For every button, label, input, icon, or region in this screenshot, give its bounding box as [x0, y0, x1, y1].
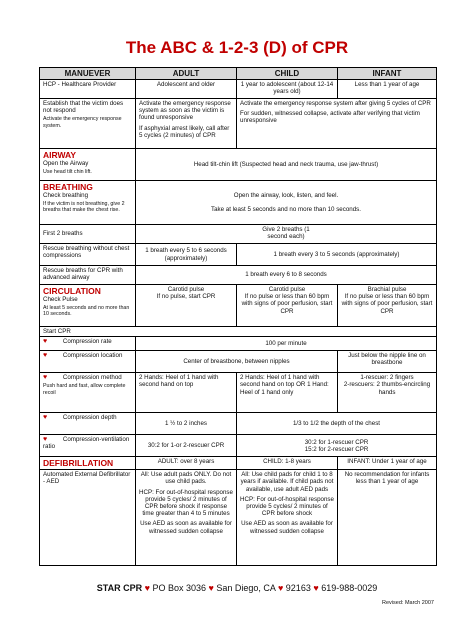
row-rescue-adv — [40, 266, 437, 285]
heart-icon: ♥ — [313, 583, 319, 593]
heart-icon: ♥ — [43, 374, 48, 382]
footer-phone: 619-988-0029 — [321, 583, 378, 593]
defib-child3: Use AED as soon as available for witnessed sudden collapse — [241, 520, 333, 535]
circulation-infant2: If no pulse or less than 60 bpm with signs of poor perfusion, start CPR — [341, 293, 433, 315]
row-defib-head — [40, 457, 437, 470]
comp-method-infant: 1-rescuer: 2 fingers — [360, 374, 414, 382]
unresponsive-child2: For sudden, witnessed collapse, activate after verifying that victim unresponsive — [240, 110, 420, 125]
rescue-adv-all: 1 breath every 6 to 8 seconds — [136, 266, 437, 285]
circulation-adult: Carotid pulse — [167, 286, 205, 293]
comp-method-adult: 2 Hands: Heel of 1 hand with second hand on top — [136, 373, 237, 413]
start-cpr-label: Start CPR — [40, 327, 437, 337]
cpr-table — [39, 67, 437, 566]
defib-child2: HCP: For out-of-hospital response provide 5 cycles/ 2 minutes of CPR before shock — [240, 495, 334, 518]
hcp-infant: Less than 1 year of age — [338, 80, 437, 99]
row-rescue-no-comp — [40, 244, 437, 266]
circulation-child: Carotid pulse — [268, 286, 306, 293]
row-comp-rate — [40, 337, 437, 351]
hcp-label: HCP - Healthcare Provider — [40, 80, 136, 99]
heart-icon: ♥ — [208, 583, 214, 593]
comp-depth-child-infant: 1/3 to 1/2 the depth of the chest — [237, 413, 437, 435]
comp-location-label: Compression location — [62, 352, 123, 360]
defib-adult-head: ADULT: over 8 years — [136, 457, 237, 470]
defib-child: All: Use child pads for child 1 to 8 years if available. If child pads not available, use adult AED pads — [240, 471, 334, 493]
breathing-heading: BREATHING — [43, 182, 93, 192]
circulation-label: Check Pulse — [43, 296, 78, 303]
defib-adult: All: Use adult pads ONLY. Do not use child pads. — [140, 471, 232, 486]
row-first-breaths — [40, 225, 437, 244]
defib-infant: No recommendation for infants less than 1 year of age — [338, 470, 437, 566]
comp-method-infant2: 2-rescuers: 2 thumbs-encircling hands — [343, 381, 431, 396]
circulation-sub: At least 5 seconds and no more than 10 seconds. — [43, 305, 130, 318]
footer-addr1: PO Box 3036 — [152, 583, 206, 593]
hcp-adult: Adolescent and older — [136, 80, 237, 99]
row-comp-depth — [40, 413, 437, 435]
rescue-no-comp-child-infant: 1 breath every 3 to 5 seconds (approximately) — [237, 244, 437, 266]
comp-rate-label: Compression rate — [62, 338, 112, 346]
hcp-child: 1 year to adolescent (about 12-14 years old) — [237, 80, 338, 99]
row-circulation — [40, 285, 437, 327]
defib-label: Automated External Defibrillator - AED — [40, 470, 136, 566]
row-comp-ratio — [40, 435, 437, 457]
circulation-heading: CIRCULATION — [43, 286, 101, 296]
defib-infant-head: INFANT: Under 1 year of age — [338, 457, 437, 470]
heart-icon: ♥ — [43, 352, 48, 360]
header-maneuver: MANUEVER — [40, 68, 136, 80]
breathing-all2: Take at least 5 seconds and no more than 10 seconds. — [211, 205, 361, 213]
footer-addr3: 92163 — [285, 583, 311, 593]
footer-brand: STAR CPR — [96, 583, 143, 593]
comp-location-adult-child: Center of breastbone, between nipples — [136, 351, 338, 373]
row-defib — [40, 470, 437, 566]
circulation-infant: Brachial pulse — [367, 286, 407, 293]
comp-method-label: Compression method — [62, 374, 122, 382]
airway-heading: AIRWAY — [43, 150, 77, 160]
row-hcp — [40, 80, 437, 99]
circulation-child2: If no pulse or less than 60 bpm with signs of poor perfusion, start CPR — [241, 293, 333, 315]
defib-adult3: Use AED as soon as available for witnessed sudden collapse — [140, 520, 232, 535]
row-breathing — [40, 181, 437, 225]
revised-date: Revised: March 2007 — [382, 600, 434, 606]
footer — [0, 583, 474, 593]
comp-ratio-child-infant2: 15:2 for 2-rescuer CPR — [304, 445, 369, 453]
rescue-no-comp-label: Rescue breathing without chest compressions — [40, 244, 136, 266]
header-adult: ADULT — [136, 68, 237, 80]
comp-rate-all: 100 per minute — [136, 337, 437, 351]
rescue-adv-label: Rescue breaths for CPR with advanced airway — [40, 266, 136, 285]
header-child: CHILD — [237, 68, 338, 80]
comp-ratio-label: Compression-ventilation ratio — [43, 436, 130, 451]
comp-method-sub: Push hard and fast, allow complete recoil — [43, 383, 126, 396]
heart-icon: ♥ — [144, 583, 150, 593]
comp-location-infant: Just below the nipple line on breastbone — [338, 351, 437, 373]
comp-ratio-adult: 30:2 for 1-or 2-rescuer CPR — [136, 435, 237, 457]
unresponsive-adult: Activate the emergency response system as soon as the victim is found unresponsive — [139, 100, 231, 122]
comp-ratio-child-infant: 30:2 for 1-rescuer CPR — [304, 438, 369, 446]
breathing-all: Open the airway, look, listen, and feel. — [233, 192, 339, 200]
unresponsive-adult2: If asphyxial arrest likely, call after 5 cycles (2 minutes) of CPR — [139, 124, 230, 139]
breathing-sub: If the victim is not breathing, give 2 breaths that make the chest rise. — [43, 201, 125, 214]
header-row — [40, 68, 437, 80]
comp-depth-label: Compression depth — [62, 414, 117, 422]
heart-icon: ♥ — [43, 436, 48, 444]
comp-depth-adult: 1 ½ to 2 inches — [136, 413, 237, 435]
circulation-adult2: If no pulse, start CPR — [156, 293, 216, 301]
first-breaths-all: Give 2 breaths (1 second each) — [262, 226, 310, 241]
footer-addr2: San Diego, CA — [216, 583, 276, 593]
row-comp-location — [40, 351, 437, 373]
first-breaths-label: First 2 breaths — [40, 225, 136, 244]
defib-heading: DEFIBRILLATION — [40, 457, 136, 470]
unresponsive-child: Activate the emergency response system after giving 5 cycles of CPR — [240, 100, 431, 107]
airway-all: Head tilt-chin lift (Suspected head and neck trauma, use jaw-thrust) — [136, 149, 437, 181]
defib-adult2: HCP: For out-of-hospital response provide 5 cycles/ 2 minutes of CPR before shock if response time greater than 4 to 5 minutes — [139, 488, 233, 518]
row-start-cpr — [40, 327, 437, 337]
airway-label: Open the Airway — [43, 160, 89, 167]
defib-child-head: CHILD: 1-8 years — [237, 457, 338, 470]
unresponsive-sub: Activate the emergency response system. — [43, 116, 122, 129]
header-infant: INFANT — [338, 68, 437, 80]
airway-sub: Use head tilt chin lift. — [43, 169, 92, 176]
rescue-no-comp-adult: 1 breath every 5 to 6 seconds (approximately) — [136, 244, 237, 266]
heart-icon: ♥ — [277, 583, 284, 593]
row-comp-method — [40, 373, 437, 413]
row-unresponsive — [40, 99, 437, 149]
unresponsive-label: Establish that the victim does not respond — [43, 100, 124, 115]
row-airway — [40, 149, 437, 181]
heart-icon: ♥ — [43, 414, 48, 422]
heart-icon: ♥ — [43, 338, 48, 346]
page-title: The ABC & 1-2-3 (D) of CPR — [125, 38, 349, 57]
breathing-label: Check breathing — [43, 192, 89, 199]
comp-method-child: 2 Hands: Heel of 1 hand with second hand on top OR 1 Hand: Heel of 1 hand only — [237, 373, 338, 413]
